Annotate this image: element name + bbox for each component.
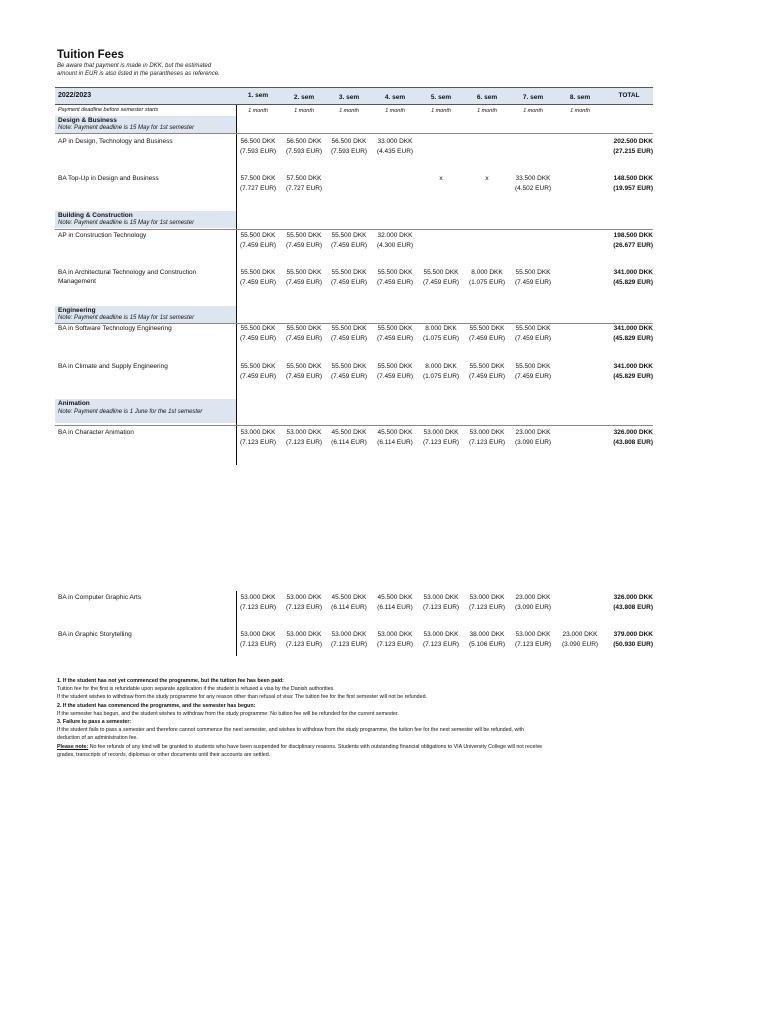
fee-dkk: 53.000 DKK xyxy=(331,631,367,638)
fee-dkk: 55.500 DKK xyxy=(331,325,367,332)
section-note: Note: Payment deadline is 15 May for 1st semester xyxy=(58,125,195,131)
note-1-line: Tuition fee for the first is refundable upon separate application if the student is refused a visa by the Danish authorities. xyxy=(57,686,335,693)
fee-dkk: 33.000 DKK xyxy=(377,138,413,145)
fee-dkk: 55.500 DKK xyxy=(469,325,505,332)
fee-dkk: 55.500 DKK xyxy=(515,325,551,332)
fee-eur: (7.123 EUR) xyxy=(285,640,323,648)
section-header xyxy=(55,116,236,133)
fee-dkk: 8.000 DKK xyxy=(425,325,457,332)
fee-eur: (7.459 EUR) xyxy=(330,334,368,342)
fee-dkk: 55.500 DKK xyxy=(240,363,276,370)
total-eur: (43.808 EUR) xyxy=(613,438,653,446)
fee-eur: (7.123 EUR) xyxy=(422,603,460,611)
programme-name: BA in Architectural Technology and Construction Management xyxy=(58,269,197,285)
fee-eur: (7.459 EUR) xyxy=(239,372,277,380)
note-2-heading: 2. If the student has commenced the programme, and the semester has begun: xyxy=(57,702,256,709)
total-eur: (45.829 EUR) xyxy=(613,372,653,380)
fee-eur: (7.123 EUR) xyxy=(422,438,460,446)
fee-dkk: 55.500 DKK xyxy=(331,363,367,370)
fee-dkk: 53.000 DKK xyxy=(469,429,505,436)
fee-dkk: 23.000 DKK xyxy=(515,429,551,436)
programme-name: AP in Design, Technology and Business xyxy=(58,138,173,145)
fee-eur: (7.123 EUR) xyxy=(330,640,368,648)
total-dkk: 326.000 DKK xyxy=(613,429,653,436)
programme-name: BA in Climate and Supply Engineering xyxy=(58,363,168,370)
payment-deadline-label: Payment deadline before semester starts xyxy=(58,107,159,113)
semester-header: 7. sem xyxy=(522,94,544,101)
fee-eur: (1.075 EUR) xyxy=(422,372,460,380)
fee-eur: (4.300 EUR) xyxy=(376,241,414,249)
fee-dkk: 53.000 DKK xyxy=(286,594,322,601)
fee-dkk: 55.500 DKK xyxy=(286,232,322,239)
fee-eur: (7.593 EUR) xyxy=(285,147,323,155)
section-note: Note: Payment deadline is 15 May for 1st semester xyxy=(58,220,195,226)
fee-eur: (7.123 EUR) xyxy=(422,640,460,648)
section-name: Engineering xyxy=(58,307,96,314)
semester-header: 2. sem xyxy=(293,94,315,101)
fee-eur: (7.123 EUR) xyxy=(468,438,506,446)
fee-eur: (7.459 EUR) xyxy=(239,334,277,342)
fee-eur: (7.727 EUR) xyxy=(239,184,277,192)
fee-dkk: 53.000 DKK xyxy=(515,631,551,638)
fee-dkk: 53.000 DKK xyxy=(423,631,459,638)
programme-name: BA in Graphic Storytelling xyxy=(58,631,132,638)
fee-dkk: 45.500 DKK xyxy=(377,429,413,436)
fee-eur: (7.123 EUR) xyxy=(376,640,414,648)
fee-dkk: 53.000 DKK xyxy=(469,594,505,601)
fee-eur: (4.435 EUR) xyxy=(376,147,414,155)
total-dkk: 202.500 DKK xyxy=(613,138,653,145)
fee-dkk: 53.000 DKK xyxy=(240,631,276,638)
total-header: TOTAL xyxy=(618,92,640,99)
fee-eur: (7.123 EUR) xyxy=(239,640,277,648)
fee-eur: (7.459 EUR) xyxy=(285,241,323,249)
fee-dkk: 53.000 DKK xyxy=(423,594,459,601)
row-divider xyxy=(55,229,653,230)
fee-eur: (3.090 EUR) xyxy=(514,438,552,446)
section-header xyxy=(55,211,236,228)
fee-dkk: 53.000 DKK xyxy=(286,429,322,436)
fee-dkk: 55.500 DKK xyxy=(286,363,322,370)
fee-dkk: 53.000 DKK xyxy=(286,631,322,638)
fee-eur: (3.090 EUR) xyxy=(514,603,552,611)
fee-dkk: 55.500 DKK xyxy=(240,325,276,332)
fee-dkk: 55.500 DKK xyxy=(515,363,551,370)
section-note: Note: Payment deadline is 15 May for 1st semester xyxy=(58,315,195,321)
subtitle-line-2: amount in EUR is also listed in the parantheses as reference. xyxy=(57,71,220,77)
fee-dkk: 32.000 DKK xyxy=(377,232,413,239)
fee-dkk: 55.500 DKK xyxy=(286,269,322,276)
fee-eur: (7.459 EUR) xyxy=(285,372,323,380)
fee-eur: (7.123 EUR) xyxy=(239,438,277,446)
fee-dkk: 55.500 DKK xyxy=(331,232,367,239)
month-label: 1 month xyxy=(248,108,268,114)
fee-dkk: 8.000 DKK xyxy=(425,363,457,370)
total-dkk: 341.000 DKK xyxy=(613,325,653,332)
semester-header: 8. sem xyxy=(569,94,591,101)
fee-dkk: 55.500 DKK xyxy=(377,269,413,276)
month-label: 1 month xyxy=(477,108,497,114)
fee-dkk: 55.500 DKK xyxy=(423,269,459,276)
month-label: 1 month xyxy=(570,108,590,114)
fee-dkk: 55.500 DKK xyxy=(331,269,367,276)
fee-eur: (7.459 EUR) xyxy=(330,372,368,380)
fee-dkk: 23.000 DKK xyxy=(562,631,598,638)
fee-dkk: 8.000 DKK xyxy=(471,269,503,276)
fee-dkk: 56.500 DKK xyxy=(331,138,367,145)
fee-eur: (7.459 EUR) xyxy=(376,334,414,342)
programme-name: BA Top-Up in Design and Business xyxy=(58,175,159,182)
fee-dkk: 55.500 DKK xyxy=(240,269,276,276)
semester-header: 4. sem xyxy=(384,94,406,101)
fee-eur: (7.459 EUR) xyxy=(239,278,277,286)
footnotes xyxy=(57,677,657,759)
fee-dkk: 56.500 DKK xyxy=(286,138,322,145)
section-note: Note: Payment deadline is 1 June for the 1st semester xyxy=(58,409,203,415)
fee-eur: (6.114 EUR) xyxy=(331,603,367,611)
fee-eur: (7.459 EUR) xyxy=(330,278,368,286)
total-dkk: 379.000 DKK xyxy=(613,631,653,638)
total-eur: (43.808 EUR) xyxy=(613,603,653,611)
row-divider xyxy=(55,425,653,426)
row-divider xyxy=(55,133,653,134)
total-eur: (19.957 EUR) xyxy=(613,184,653,192)
programme-name: BA in Computer Graphic Arts xyxy=(58,594,142,601)
fee-eur: (7.459 EUR) xyxy=(285,334,323,342)
section-name: Design & Business xyxy=(58,117,117,124)
fee-dkk: 53.000 DKK xyxy=(377,631,413,638)
programme-name: BA in Character Animation xyxy=(58,429,134,436)
fee-eur: (7.123 EUR) xyxy=(285,603,323,611)
fee-dkk: 55.500 DKK xyxy=(240,232,276,239)
fee-eur: (7.593 EUR) xyxy=(330,147,368,155)
fee-eur: (7.459 EUR) xyxy=(376,278,414,286)
fee-dkk: 45.500 DKK xyxy=(331,429,367,436)
month-label: 1 month xyxy=(339,108,359,114)
fee-dkk: 57.500 DKK xyxy=(286,175,322,182)
fee-dkk: 55.500 DKK xyxy=(469,363,505,370)
academic-year: 2022/2023 xyxy=(58,92,92,99)
fee-eur: (6.114 EUR) xyxy=(377,603,413,611)
note-3-line: If the student fails to pass a semester and therefore cannot commence the next semester, and wishes to withdraw from the study programme, the tuition fee for the next semester will be refunded, with xyxy=(57,727,524,734)
fee-dkk: 23.000 DKK xyxy=(515,594,551,601)
fee-eur: (7.459 EUR) xyxy=(330,241,368,249)
total-eur: (45.829 EUR) xyxy=(613,334,653,342)
fee-dkk: 55.500 DKK xyxy=(286,325,322,332)
fee-eur: (7.459 EUR) xyxy=(514,278,552,286)
fee-eur: (7.123 EUR) xyxy=(239,603,277,611)
month-label: 1 month xyxy=(294,108,314,114)
section-name: Building & Construction xyxy=(58,212,133,219)
fee-eur: (4.502 EUR) xyxy=(514,184,552,192)
total-dkk: 341.000 DKK xyxy=(613,363,653,370)
fee-eur: (7.459 EUR) xyxy=(239,241,277,249)
please-note-text: No fee refunds of any kind will be granted to students who have been suspended for disciplinary reasons. Students with outstanding financial obligations to VIA University College will not receive xyxy=(88,743,543,750)
fee-eur: (3.090 EUR) xyxy=(561,640,599,648)
section-header xyxy=(55,399,236,423)
month-label: 1 month xyxy=(431,108,451,114)
semester-header: 1. sem xyxy=(247,92,269,99)
fee-dkk: 55.500 DKK xyxy=(515,269,551,276)
please-note-line: grades, transcripts of records, diplomas or other documents until their accounts are settled. xyxy=(57,751,271,758)
total-eur: (26.677 EUR) xyxy=(613,241,653,249)
fee-eur: (6.114 EUR) xyxy=(331,438,367,446)
fee-eur: (7.459 EUR) xyxy=(514,334,552,342)
note-2-line: If the semester has begun, and the student wishes to withdraw from the study programme: No tuition fee will be refunded for the current semester. xyxy=(57,710,399,717)
fee-eur: (6.114 EUR) xyxy=(377,438,413,446)
note-1-line: If the student wishes to withdraw from the study programme for any reason other than refusal of visa: The tuition fee for the first semester will not be refunded. xyxy=(57,694,427,701)
total-dkk: 148.500 DKK xyxy=(613,175,653,182)
total-dkk: 198.500 DKK xyxy=(613,232,653,239)
note-3-line: deduction of an administration fee. xyxy=(57,735,138,742)
fee-eur: (7.459 EUR) xyxy=(376,372,414,380)
fee-eur: (7.459 EUR) xyxy=(422,278,460,286)
note-3-heading: 3. Failure to pass a semester: xyxy=(57,719,132,726)
page-title: Tuition Fees xyxy=(57,49,124,61)
fee-eur: (7.459 EUR) xyxy=(514,372,552,380)
fee-dkk: x xyxy=(439,175,443,182)
subtitle-line-1: Be aware that payment is made in DKK, but the estimated xyxy=(57,63,212,69)
fee-eur: (7.123 EUR) xyxy=(468,603,506,611)
fee-dkk: 33.500 DKK xyxy=(515,175,551,182)
fee-dkk: 38.000 DKK xyxy=(469,631,505,638)
fee-eur: (1.075 EUR) xyxy=(468,278,506,286)
fee-eur: (7.123 EUR) xyxy=(285,438,323,446)
fee-eur: (7.727 EUR) xyxy=(285,184,323,192)
fee-dkk: 53.000 DKK xyxy=(423,429,459,436)
please-note xyxy=(57,743,657,751)
semester-header: 5. sem xyxy=(430,94,452,101)
fee-dkk: x xyxy=(485,175,489,182)
fee-dkk: 45.500 DKK xyxy=(377,594,413,601)
total-eur: (27.215 EUR) xyxy=(613,147,653,155)
fee-dkk: 53.000 DKK xyxy=(240,594,276,601)
programme-name: BA in Software Technology Engineering xyxy=(58,325,172,332)
fee-eur: (7.459 EUR) xyxy=(468,334,506,342)
note-1-heading: 1. If the student has not yet commenced the programme, but the tuition fee has been paid: xyxy=(57,678,284,684)
fee-dkk: 45.500 DKK xyxy=(331,594,367,601)
fee-dkk: 55.500 DKK xyxy=(377,363,413,370)
fee-dkk: 56.500 DKK xyxy=(240,138,276,145)
semester-header: 3. sem xyxy=(338,94,360,101)
total-dkk: 341.000 DKK xyxy=(613,269,653,276)
fee-eur: (7.459 EUR) xyxy=(285,278,323,286)
fee-dkk: 57.500 DKK xyxy=(240,175,276,182)
month-label: 1 month xyxy=(523,108,543,114)
total-dkk: 326.000 DKK xyxy=(613,594,653,601)
please-note-label: Please note: xyxy=(57,743,89,750)
programme-name: AP in Construction Technology xyxy=(58,232,147,239)
fee-dkk: 53.000 DKK xyxy=(240,429,276,436)
fee-eur: (1.075 EUR) xyxy=(422,334,460,342)
fee-eur: (7.593 EUR) xyxy=(239,147,277,155)
fee-eur: (7.123 EUR) xyxy=(514,640,552,648)
fee-eur: (5.106 EUR) xyxy=(468,640,506,648)
fee-dkk: 55.500 DKK xyxy=(377,325,413,332)
total-eur: (45.829 EUR) xyxy=(613,278,653,286)
total-eur: (50.930 EUR) xyxy=(613,640,653,648)
month-label: 1 month xyxy=(385,108,405,114)
section-header xyxy=(55,306,236,323)
semester-header: 6. sem xyxy=(476,94,498,101)
section-name: Animation xyxy=(58,400,90,407)
fee-eur: (7.459 EUR) xyxy=(468,372,506,380)
